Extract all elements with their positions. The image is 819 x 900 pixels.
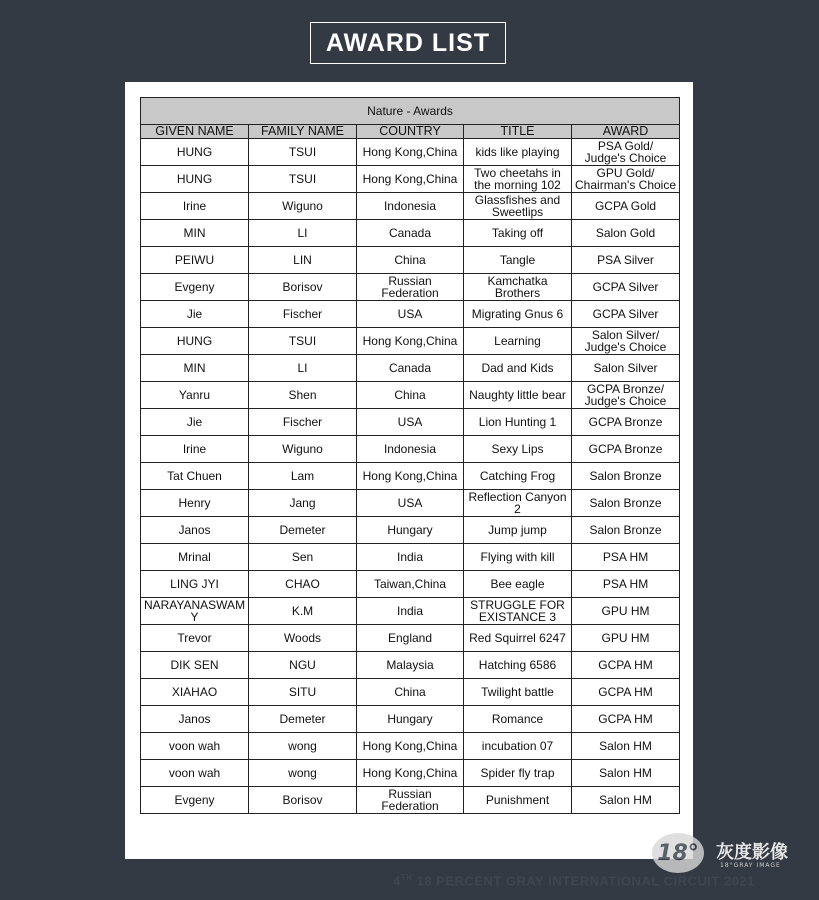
title-cell: Twilight battle xyxy=(464,679,572,706)
logo-english-name: 18°GRAY IMAGE xyxy=(720,862,781,869)
title-cell: Learning xyxy=(464,328,572,355)
table-row xyxy=(141,544,680,571)
given-name-cell: Jie xyxy=(141,301,249,328)
table-row xyxy=(141,193,680,220)
title-cell: Romance xyxy=(464,706,572,733)
country-cell: Malaysia xyxy=(357,652,464,679)
page-title: AWARD LIST xyxy=(310,22,506,64)
country-cell: Hong Kong,China xyxy=(357,760,464,787)
given-name-cell: voon wah xyxy=(141,760,249,787)
family-name-cell: Borisov xyxy=(249,274,357,301)
award-cell: GCPA Bronze/ Judge's Choice xyxy=(572,382,680,409)
country-cell: Hungary xyxy=(357,706,464,733)
title-cell: Naughty little bear xyxy=(464,382,572,409)
table-row xyxy=(141,787,680,814)
title-cell: Catching Frog xyxy=(464,463,572,490)
given-name-cell: LING JYI xyxy=(141,571,249,598)
awards-table xyxy=(140,97,680,814)
given-name-cell: NARAYANASWAM Y xyxy=(141,598,249,625)
award-cell: GCPA Gold xyxy=(572,193,680,220)
family-name-cell: Wiguno xyxy=(249,436,357,463)
given-name-cell: Jie xyxy=(141,409,249,436)
given-name-cell: Mrinal xyxy=(141,544,249,571)
award-cell: Salon HM xyxy=(572,733,680,760)
country-cell: USA xyxy=(357,490,464,517)
title-cell: Kamchatka Brothers xyxy=(464,274,572,301)
country-cell: Russian Federation xyxy=(357,274,464,301)
table-row xyxy=(141,220,680,247)
award-sheet xyxy=(125,82,693,859)
column-header: FAMILY NAME xyxy=(249,125,357,139)
logo-chinese-name: 灰度影像 xyxy=(716,842,788,863)
award-cell: Salon HM xyxy=(572,787,680,814)
country-cell: China xyxy=(357,382,464,409)
given-name-cell: Janos xyxy=(141,706,249,733)
given-name-cell: DIK SEN xyxy=(141,652,249,679)
given-name-cell: Evgeny xyxy=(141,787,249,814)
country-cell: USA xyxy=(357,301,464,328)
family-name-cell: Fischer xyxy=(249,409,357,436)
table-row xyxy=(141,382,680,409)
family-name-cell: wong xyxy=(249,760,357,787)
table-row xyxy=(141,733,680,760)
country-cell: Russian Federation xyxy=(357,787,464,814)
country-cell: Hong Kong,China xyxy=(357,463,464,490)
table-row xyxy=(141,679,680,706)
family-name-cell: wong xyxy=(249,733,357,760)
table-row xyxy=(141,355,680,382)
country-cell: Hong Kong,China xyxy=(357,166,464,193)
title-cell: incubation 07 xyxy=(464,733,572,760)
given-name-cell: Irine xyxy=(141,436,249,463)
title-cell: Two cheetahs in the morning 102 xyxy=(464,166,572,193)
title-cell: kids like playing xyxy=(464,139,572,166)
family-name-cell: Woods xyxy=(249,625,357,652)
table-row xyxy=(141,166,680,193)
award-cell: Salon Silver xyxy=(572,355,680,382)
table-row xyxy=(141,760,680,787)
family-name-cell: TSUI xyxy=(249,139,357,166)
family-name-cell: Demeter xyxy=(249,706,357,733)
table-header-row xyxy=(141,125,680,139)
family-name-cell: TSUI xyxy=(249,328,357,355)
table-row xyxy=(141,328,680,355)
table-row xyxy=(141,247,680,274)
given-name-cell: PEIWU xyxy=(141,247,249,274)
country-cell: China xyxy=(357,679,464,706)
country-cell: China xyxy=(357,247,464,274)
title-cell: Tangle xyxy=(464,247,572,274)
family-name-cell: NGU xyxy=(249,652,357,679)
award-cell: Salon Bronze xyxy=(572,517,680,544)
award-cell: GCPA Silver xyxy=(572,274,680,301)
award-cell: PSA Gold/ Judge's Choice xyxy=(572,139,680,166)
given-name-cell: HUNG xyxy=(141,166,249,193)
award-cell: Salon Gold xyxy=(572,220,680,247)
title-cell: Spider fly trap xyxy=(464,760,572,787)
award-cell: GPU HM xyxy=(572,598,680,625)
given-name-cell: Janos xyxy=(141,517,249,544)
given-name-cell: MIN xyxy=(141,220,249,247)
country-cell: Indonesia xyxy=(357,193,464,220)
footer-ordinal: 4 xyxy=(393,873,401,889)
country-cell: India xyxy=(357,598,464,625)
table-row xyxy=(141,706,680,733)
country-cell: Taiwan,China xyxy=(357,571,464,598)
table-row xyxy=(141,490,680,517)
family-name-cell: K.M xyxy=(249,598,357,625)
title-cell: Flying with kill xyxy=(464,544,572,571)
table-row xyxy=(141,463,680,490)
table-row xyxy=(141,571,680,598)
given-name-cell: HUNG xyxy=(141,328,249,355)
title-cell: Reflection Canyon 2 xyxy=(464,490,572,517)
award-cell: Salon Silver/ Judge's Choice xyxy=(572,328,680,355)
table-row xyxy=(141,517,680,544)
title-cell: Sexy Lips xyxy=(464,436,572,463)
column-header: TITLE xyxy=(464,125,572,139)
award-cell: Salon Bronze xyxy=(572,463,680,490)
country-cell: Hungary xyxy=(357,517,464,544)
footer-ordinal-suffix: TH xyxy=(400,873,413,882)
family-name-cell: CHAO xyxy=(249,571,357,598)
family-name-cell: Jang xyxy=(249,490,357,517)
award-cell: GPU Gold/ Chairman's Choice xyxy=(572,166,680,193)
column-header: AWARD xyxy=(572,125,680,139)
award-cell: GCPA Silver xyxy=(572,301,680,328)
given-name-cell: Irine xyxy=(141,193,249,220)
logo-mark: 18° xyxy=(652,833,704,873)
given-name-cell: Evgeny xyxy=(141,274,249,301)
country-cell: Hong Kong,China xyxy=(357,328,464,355)
table-row xyxy=(141,598,680,625)
title-cell: Punishment xyxy=(464,787,572,814)
given-name-cell: MIN xyxy=(141,355,249,382)
country-cell: USA xyxy=(357,409,464,436)
footer-circuit-text: 18 PERCENT GRAY INTERNATIONAL CIRCUIT 2021 xyxy=(416,873,755,889)
family-name-cell: Demeter xyxy=(249,517,357,544)
title-cell: Jump jump xyxy=(464,517,572,544)
award-cell: Salon Bronze xyxy=(572,490,680,517)
title-cell: Bee eagle xyxy=(464,571,572,598)
title-cell: Dad and Kids xyxy=(464,355,572,382)
award-cell: PSA Silver xyxy=(572,247,680,274)
family-name-cell: Sen xyxy=(249,544,357,571)
country-cell: India xyxy=(357,544,464,571)
title-cell: STRUGGLE FOR EXISTANCE 3 xyxy=(464,598,572,625)
given-name-cell: XIAHAO xyxy=(141,679,249,706)
family-name-cell: Fischer xyxy=(249,301,357,328)
title-cell: Glassfishes and Sweetlips xyxy=(464,193,572,220)
given-name-cell: HUNG xyxy=(141,139,249,166)
title-cell: Red Squirrel 6247 xyxy=(464,625,572,652)
family-name-cell: TSUI xyxy=(249,166,357,193)
award-cell: GCPA Bronze xyxy=(572,436,680,463)
family-name-cell: Shen xyxy=(249,382,357,409)
country-cell: Hong Kong,China xyxy=(357,139,464,166)
family-name-cell: Lam xyxy=(249,463,357,490)
table-row xyxy=(141,139,680,166)
given-name-cell: Trevor xyxy=(141,625,249,652)
given-name-cell: Tat Chuen xyxy=(141,463,249,490)
given-name-cell: Yanru xyxy=(141,382,249,409)
title-cell: Lion Hunting 1 xyxy=(464,409,572,436)
table-caption-row xyxy=(141,98,680,125)
family-name-cell: SITU xyxy=(249,679,357,706)
table-row xyxy=(141,301,680,328)
gray-image-logo xyxy=(652,828,802,878)
award-cell: GPU HM xyxy=(572,625,680,652)
country-cell: Hong Kong,China xyxy=(357,733,464,760)
table-row xyxy=(141,625,680,652)
table-row xyxy=(141,409,680,436)
table-row xyxy=(141,436,680,463)
country-cell: England xyxy=(357,625,464,652)
country-cell: Indonesia xyxy=(357,436,464,463)
title-cell: Hatching 6586 xyxy=(464,652,572,679)
award-cell: PSA HM xyxy=(572,571,680,598)
given-name-cell: voon wah xyxy=(141,733,249,760)
table-caption: Nature - Awards xyxy=(141,98,680,125)
table-row xyxy=(141,652,680,679)
family-name-cell: LI xyxy=(249,220,357,247)
family-name-cell: LIN xyxy=(249,247,357,274)
column-header: COUNTRY xyxy=(357,125,464,139)
country-cell: Canada xyxy=(357,220,464,247)
given-name-cell: Henry xyxy=(141,490,249,517)
award-cell: PSA HM xyxy=(572,544,680,571)
award-cell: GCPA HM xyxy=(572,652,680,679)
country-cell: Canada xyxy=(357,355,464,382)
award-cell: GCPA HM xyxy=(572,706,680,733)
title-cell: Migrating Gnus 6 xyxy=(464,301,572,328)
award-cell: Salon HM xyxy=(572,760,680,787)
family-name-cell: Wiguno xyxy=(249,193,357,220)
column-header: GIVEN NAME xyxy=(141,125,249,139)
family-name-cell: LI xyxy=(249,355,357,382)
award-cell: GCPA Bronze xyxy=(572,409,680,436)
family-name-cell: Borisov xyxy=(249,787,357,814)
award-cell: GCPA HM xyxy=(572,679,680,706)
table-row xyxy=(141,274,680,301)
title-cell: Taking off xyxy=(464,220,572,247)
